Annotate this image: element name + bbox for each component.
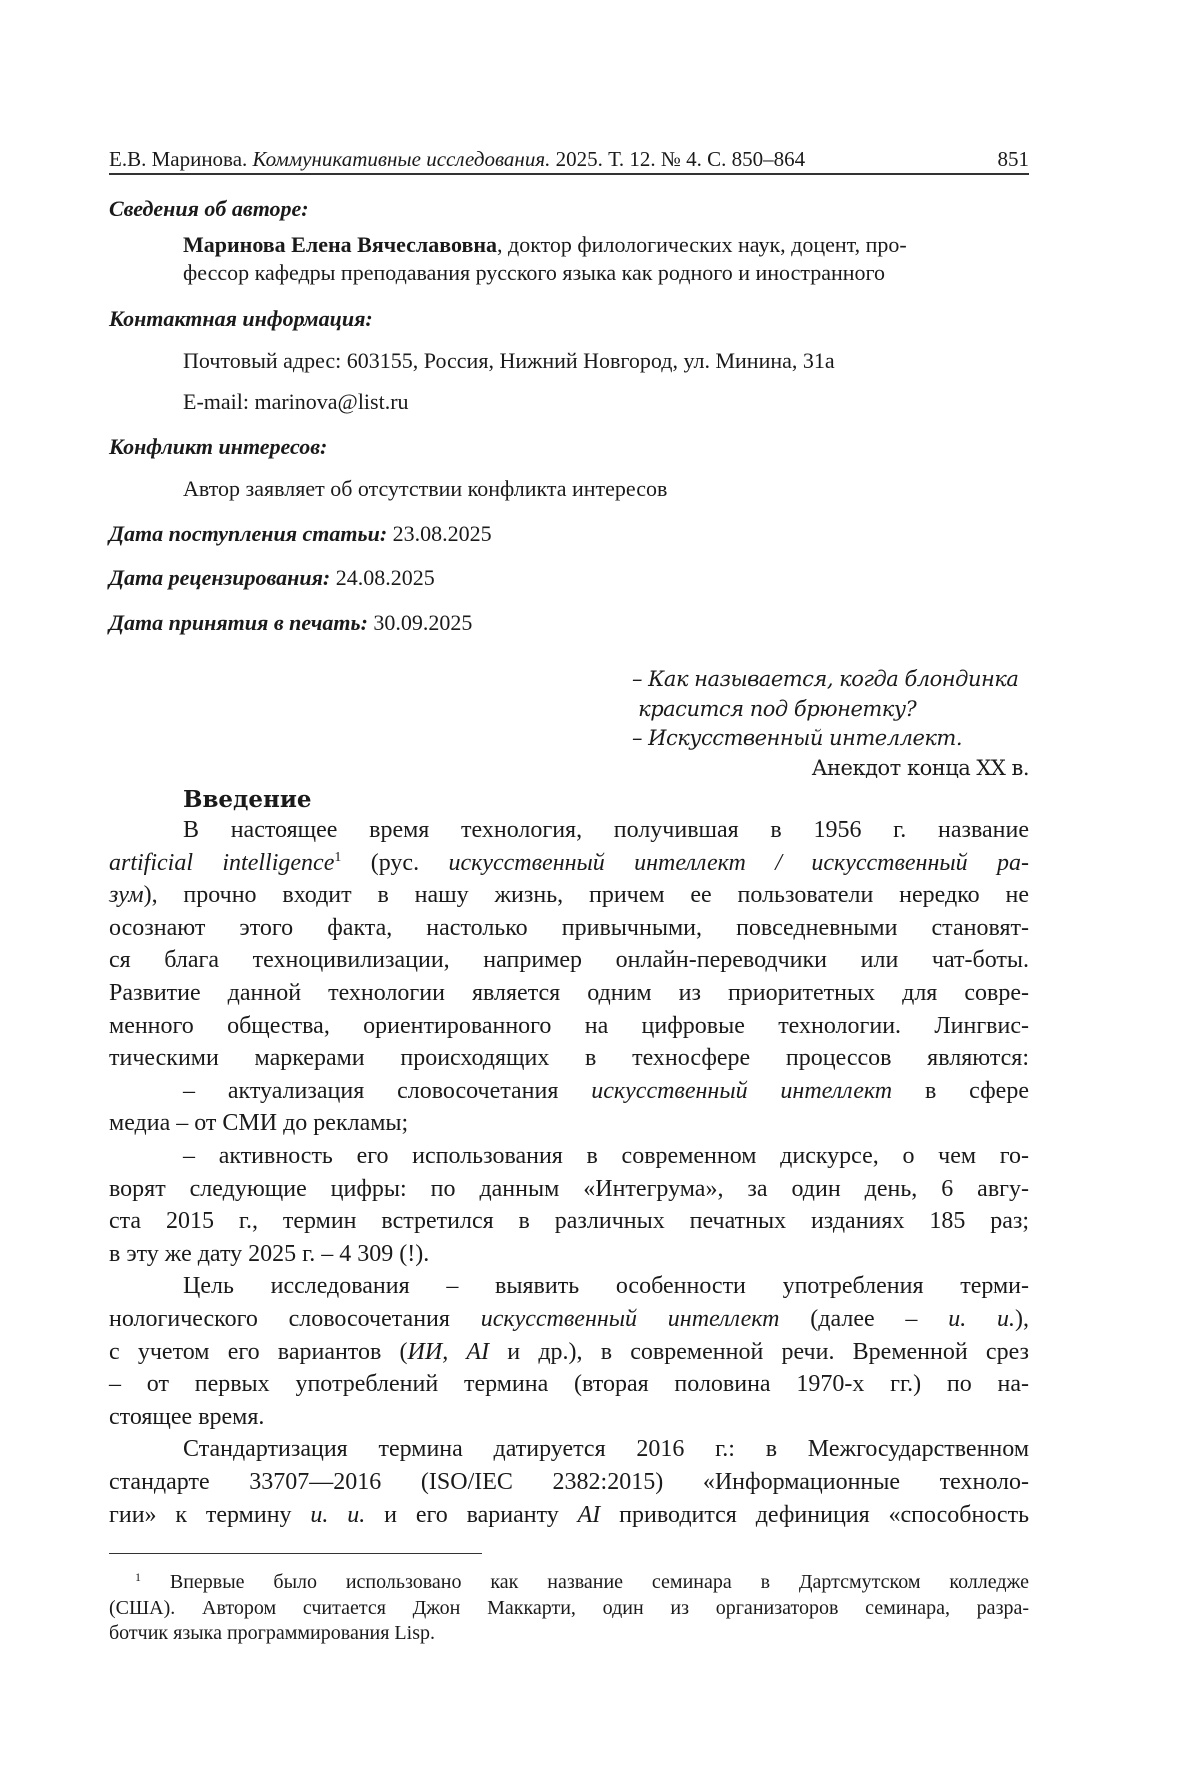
date-reviewed [109,565,435,591]
footnote-rule [109,1553,482,1554]
date-received [109,521,492,547]
body-line [109,1176,1029,1203]
text-segment: ворят следующие цифры: по данным «Интегрума», за один день, 6 авгу- [109,1175,1029,1202]
text-segment: и др.), в современной речи. Временной срез [489,1338,1029,1365]
text-segment: с учетом его вариантов ( [109,1338,408,1365]
date-label: Дата рецензирования: [109,565,331,590]
section-title: Введение [183,786,312,813]
author-info-heading: Сведения об авторе: [109,196,309,221]
epigraph-line: – Искусственный интеллект. [632,726,963,750]
italic-term: artificial intelligence [109,849,335,876]
text-segment: стандарте 33707—2016 (ISO/IEC 2382:2015) «Информационные техноло- [109,1469,1029,1495]
header-citation: 2025. Т. 12. № 4. С. 850–864 [555,147,806,171]
author-info-line-2: фессор кафедры преподавания русского языка как родного и иностранного [183,260,886,285]
body-line [109,1404,1029,1431]
body-line [183,1078,1029,1105]
text-segment: в эту же дату 2025 г. – 4 309 (!). [109,1240,430,1267]
date-value: 24.08.2025 [330,565,435,590]
body-line [109,1306,1029,1333]
text-segment: (США). Автором считается Джон Маккарти, один из организаторов семинара, разра- [109,1596,1029,1619]
body-line [109,1013,1029,1040]
text-segment: ста 2015 г., термин встретился в различных печатных изданиях 185 раз; [109,1208,1029,1235]
text-segment: нологического словосочетания [109,1306,481,1332]
italic-term: искусственный интеллект [480,1306,780,1332]
text-segment: в сфере [892,1077,1029,1104]
body-line [109,947,1029,974]
text-segment: осознают этого факта, настолько привычными, повседневными становят- [109,914,1029,941]
author-name: Маринова Елена Вячеславовна [183,232,498,257]
italic-term: и. и. [948,1306,1015,1332]
text-segment: – актуализация словосочетания [183,1077,592,1104]
text-segment: ботчик языка программирования Lisp. [109,1622,435,1644]
header-author: Е.В. Маринова. [109,147,248,171]
text-segment: В настоящее время технология, получившая в 1956 г. название [183,817,1029,843]
text-segment: – от первых употреблений термина (вторая половина 1970-х гг.) по на- [109,1371,1029,1398]
body-line [109,850,1029,877]
body-line [183,817,1029,844]
body-line [109,1469,1029,1496]
text-segment: ), [1014,1306,1029,1332]
postal-address: Почтовый адрес: 603155, Россия, Нижний Новгород, ул. Минина, 31а [183,348,835,373]
body-line [109,882,1029,909]
text-segment: ся блага техноцивилизации, например онлайн-переводчики или чат-боты. [109,947,1029,974]
italic-term: и. и. [310,1501,366,1528]
body-line [109,1502,1029,1529]
email: E-mail: marinova@list.ru [183,389,409,414]
header-rule [109,173,1029,175]
body-line [109,1110,1029,1137]
body-line [183,1273,1029,1300]
footnote-line [109,1597,1029,1620]
text-segment: и его варианту [365,1501,578,1528]
italic-term: зум [109,882,144,909]
contact-heading: Контактная информация: [109,306,373,331]
conflict-heading: Конфликт интересов: [109,434,328,459]
body-line [183,1436,1029,1463]
author-title: , доктор филологических наук, доцент, про- [497,232,907,257]
italic-term: AI [577,1501,601,1528]
body-line [109,1371,1029,1398]
body-line [109,1208,1029,1235]
body-line [109,1339,1029,1366]
text-segment: гии» к термину [109,1501,311,1528]
italic-term: искусственный интеллект [591,1077,893,1104]
epigraph-source: Анекдот конца XX в. [811,756,1029,780]
body-line [109,1045,1029,1072]
text-segment: приводится дефиниция «способность [600,1501,1030,1528]
footnote-marker: 1 [334,849,342,865]
italic-term: ИИ, AI [407,1338,490,1365]
footnote-marker: 1 [135,1570,141,1584]
text-segment: Цель исследования – выявить особенности употребления терми- [183,1273,1029,1300]
footnote-line [109,1622,1029,1645]
text-segment: – активность его использования в современном дискурсе, о чем го- [183,1143,1029,1169]
date-label: Дата поступления статьи: [109,521,388,546]
text-segment: менного общества, ориентированного на цифровые технологии. Лингвис- [109,1012,1029,1039]
body-line [109,915,1029,942]
epigraph-line: – Как называется, когда блондинка [632,667,1019,691]
text-segment: тическими маркерами происходящих в техносфере процессов являются: [109,1045,1029,1072]
body-line [109,1241,1029,1268]
header-journal: Коммуникативные исследования. [252,147,551,171]
epigraph-line: красится под брюнетку? [632,697,917,721]
author-info-line-1 [183,232,907,258]
date-label: Дата принятия в печать: [109,610,368,635]
italic-term: искусственный интеллект / искусственный ра- [448,849,1029,876]
text-segment: медиа – от СМИ до рекламы; [109,1110,409,1137]
date-value: 23.08.2025 [387,521,492,546]
text-segment: Впервые было использовано как название семинара в Дартсмутском колледже [141,1571,1029,1593]
page-number: 851 [997,147,1029,171]
text-segment: Развитие данной технологии является одним из приоритетных для совре- [109,980,1029,1006]
body-line [183,1143,1029,1170]
text-segment: (рус. [341,849,449,876]
date-accepted [109,610,472,636]
conflict-text: Автор заявляет об отсутствии конфликта интересов [183,476,668,501]
text-segment: стоящее время. [109,1403,265,1430]
text-segment: ), прочно входит в нашу жизнь, причем ее пользователи нередко не [143,882,1029,909]
running-header [109,147,805,172]
date-value: 30.09.2025 [367,610,473,635]
text-segment: (далее – [779,1306,949,1332]
text-segment: Стандартизация термина датируется 2016 г.: в Межгосударственном [183,1436,1029,1463]
body-line [109,980,1029,1007]
footnote-line [135,1571,1029,1594]
